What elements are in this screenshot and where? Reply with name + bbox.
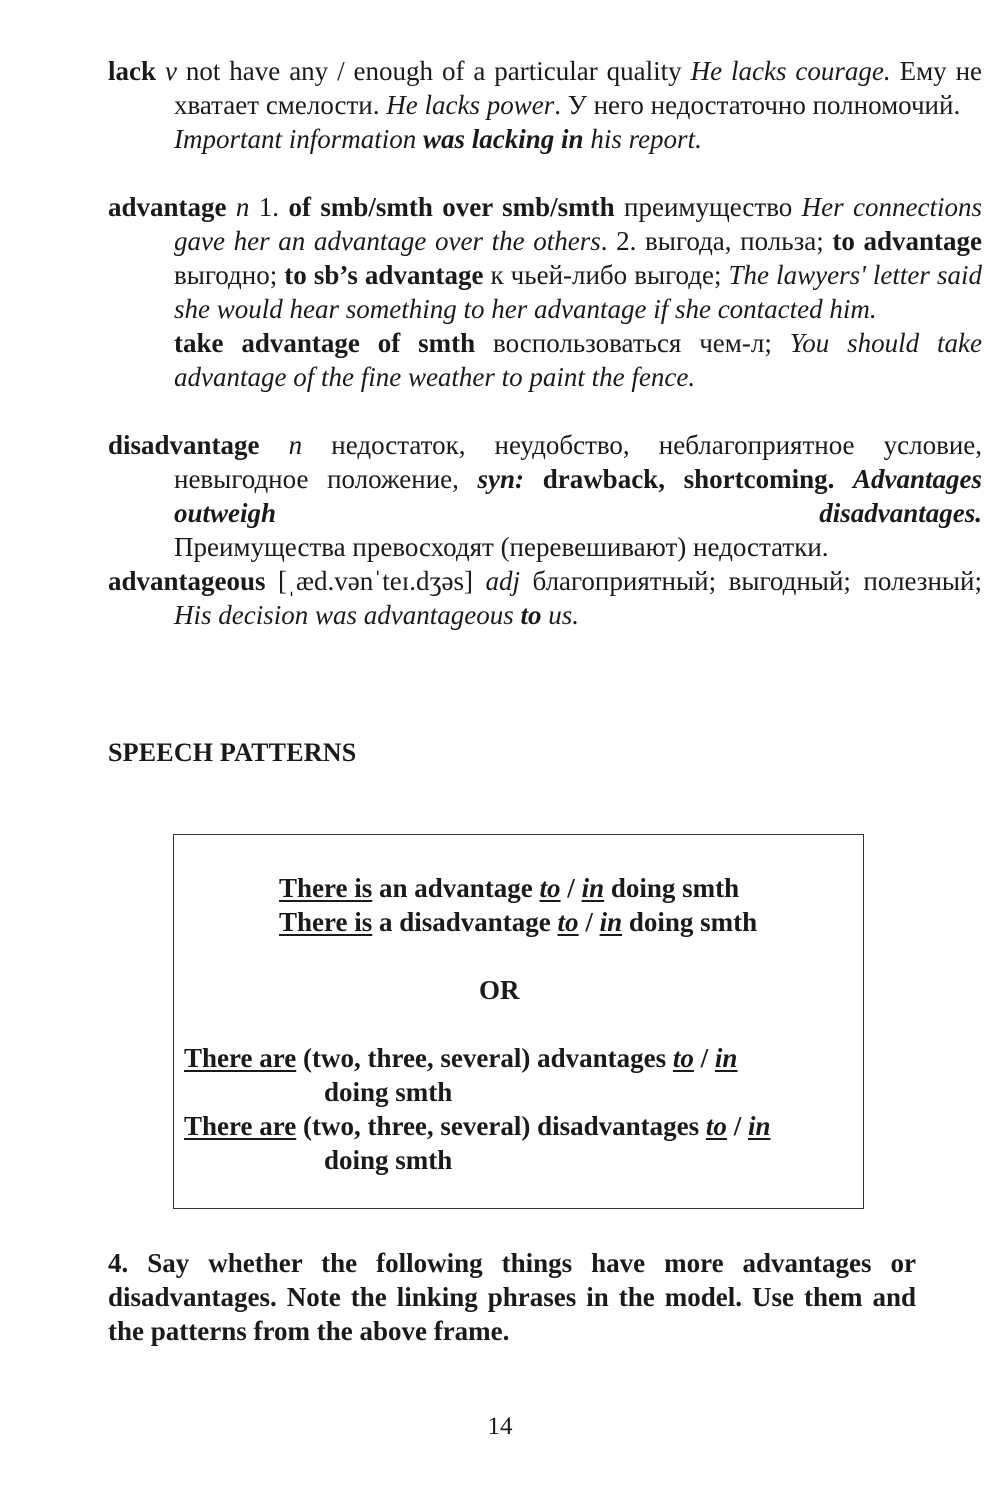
pattern-continuation: doing smth — [324, 1145, 453, 1175]
pattern-subject: There are — [184, 1043, 297, 1073]
entry-advantage — [108, 190, 982, 394]
part-of-speech: v — [164, 56, 177, 86]
example: his report. — [583, 124, 702, 154]
pattern-advantage — [279, 871, 739, 905]
page-number: 14 — [487, 1413, 513, 1440]
pattern-text: (two, three, several) advantages — [296, 1043, 673, 1073]
pattern-text: doing smth — [604, 873, 740, 903]
example: His decision was advantageous — [174, 600, 521, 630]
collocation: to advantage — [832, 226, 983, 256]
preposition-in: in — [714, 1043, 738, 1073]
pattern-text: doing smth — [622, 907, 758, 937]
preposition-to: to — [705, 1111, 727, 1141]
pattern-plural-advantages — [184, 1041, 737, 1075]
pattern-text: an advantage — [372, 873, 540, 903]
slash: / — [560, 873, 582, 903]
pattern-subject: There is — [279, 907, 373, 937]
pattern-subject: There are — [184, 1111, 297, 1141]
section-heading: SPEECH PATTERNS — [108, 738, 357, 767]
example: You should take advantage of the fine weather to paint the fence. — [174, 328, 983, 392]
definition: недостаток, неудобство, неблагоприятное условие, невыгодное положение, — [174, 430, 982, 494]
preposition-in: in — [599, 907, 623, 937]
slash: / — [578, 907, 600, 937]
pattern-continuation: doing smth — [324, 1077, 453, 1107]
translation: к чьей-либо выгоде; — [483, 260, 729, 290]
synonym-label: syn: — [477, 464, 525, 494]
example: The lawyers' letter said she would hear something to her advantage if she contacted him. — [174, 260, 982, 324]
headword-advantage: advantage — [108, 192, 227, 222]
sense-number: . 2. выгода, польза; — [600, 226, 833, 256]
translation: преимущество — [614, 192, 802, 222]
slash: / — [693, 1043, 715, 1073]
translation: Преимущества превосходят (перевешивают) недостатки. — [174, 532, 829, 562]
example-preposition: to — [520, 600, 542, 630]
preposition-to: to — [672, 1043, 694, 1073]
example: He lacks power — [386, 90, 555, 120]
definition: not have any / enough of a particular quality — [176, 56, 691, 86]
exercise-task: 4. Say whether the following things have more advantages or disadvantages. Note the linking phrases in the model. Use them and the patterns from the above frame. — [108, 1248, 916, 1346]
translation: выгодно; — [174, 260, 285, 290]
collocation: to sb’s advantage — [284, 260, 484, 290]
headword-advantageous: advantageous — [108, 566, 266, 596]
pattern-text: (two, three, several) disadvantages — [296, 1111, 706, 1141]
collocation: take advantage of smth — [174, 328, 476, 358]
speech-patterns-frame — [173, 834, 864, 1209]
headword-lack: lack — [108, 56, 157, 86]
definition: благоприятный; выгодный; полезный; — [520, 566, 982, 596]
preposition-to: to — [557, 907, 579, 937]
example: Her connections gave her an advantage over the others — [174, 192, 983, 256]
part-of-speech: adj — [485, 566, 520, 596]
pattern-disadvantage — [279, 905, 757, 939]
sense-number: 1. — [249, 192, 289, 222]
part-of-speech: n — [235, 192, 250, 222]
or-label: OR — [479, 975, 520, 1005]
example: Important information — [174, 124, 424, 154]
translation: . У него недостаточно полномочий. — [554, 90, 961, 120]
pattern-subject: There is — [279, 873, 373, 903]
slash: / — [726, 1111, 748, 1141]
example: He lacks courage. — [690, 56, 891, 86]
translation: воспользоваться чем-л; — [475, 328, 790, 358]
part-of-speech: n — [288, 430, 303, 460]
translation: Ему не хватает смелости. — [174, 56, 983, 120]
example: Advantages outweigh disadvantages. — [174, 464, 982, 528]
example: us. — [541, 600, 580, 630]
collocation: of smb/smth over smb/smth — [288, 192, 615, 222]
entry-disadvantage — [108, 428, 982, 564]
headword-disadvantage: disadvantage — [108, 430, 260, 460]
entry-advantageous — [108, 564, 982, 632]
entry-lack — [108, 54, 982, 156]
preposition-in: in — [581, 873, 605, 903]
pattern-text: a disadvantage — [372, 907, 558, 937]
preposition-to: to — [539, 873, 561, 903]
preposition-in: in — [747, 1111, 771, 1141]
example-phrase: was lacking in — [423, 124, 584, 154]
pattern-plural-disadvantages — [184, 1109, 770, 1143]
transcription: [ˌæd.vənˈteɪ.dʒəs] — [265, 566, 486, 596]
synonyms: drawback, shortcoming. — [524, 464, 853, 494]
